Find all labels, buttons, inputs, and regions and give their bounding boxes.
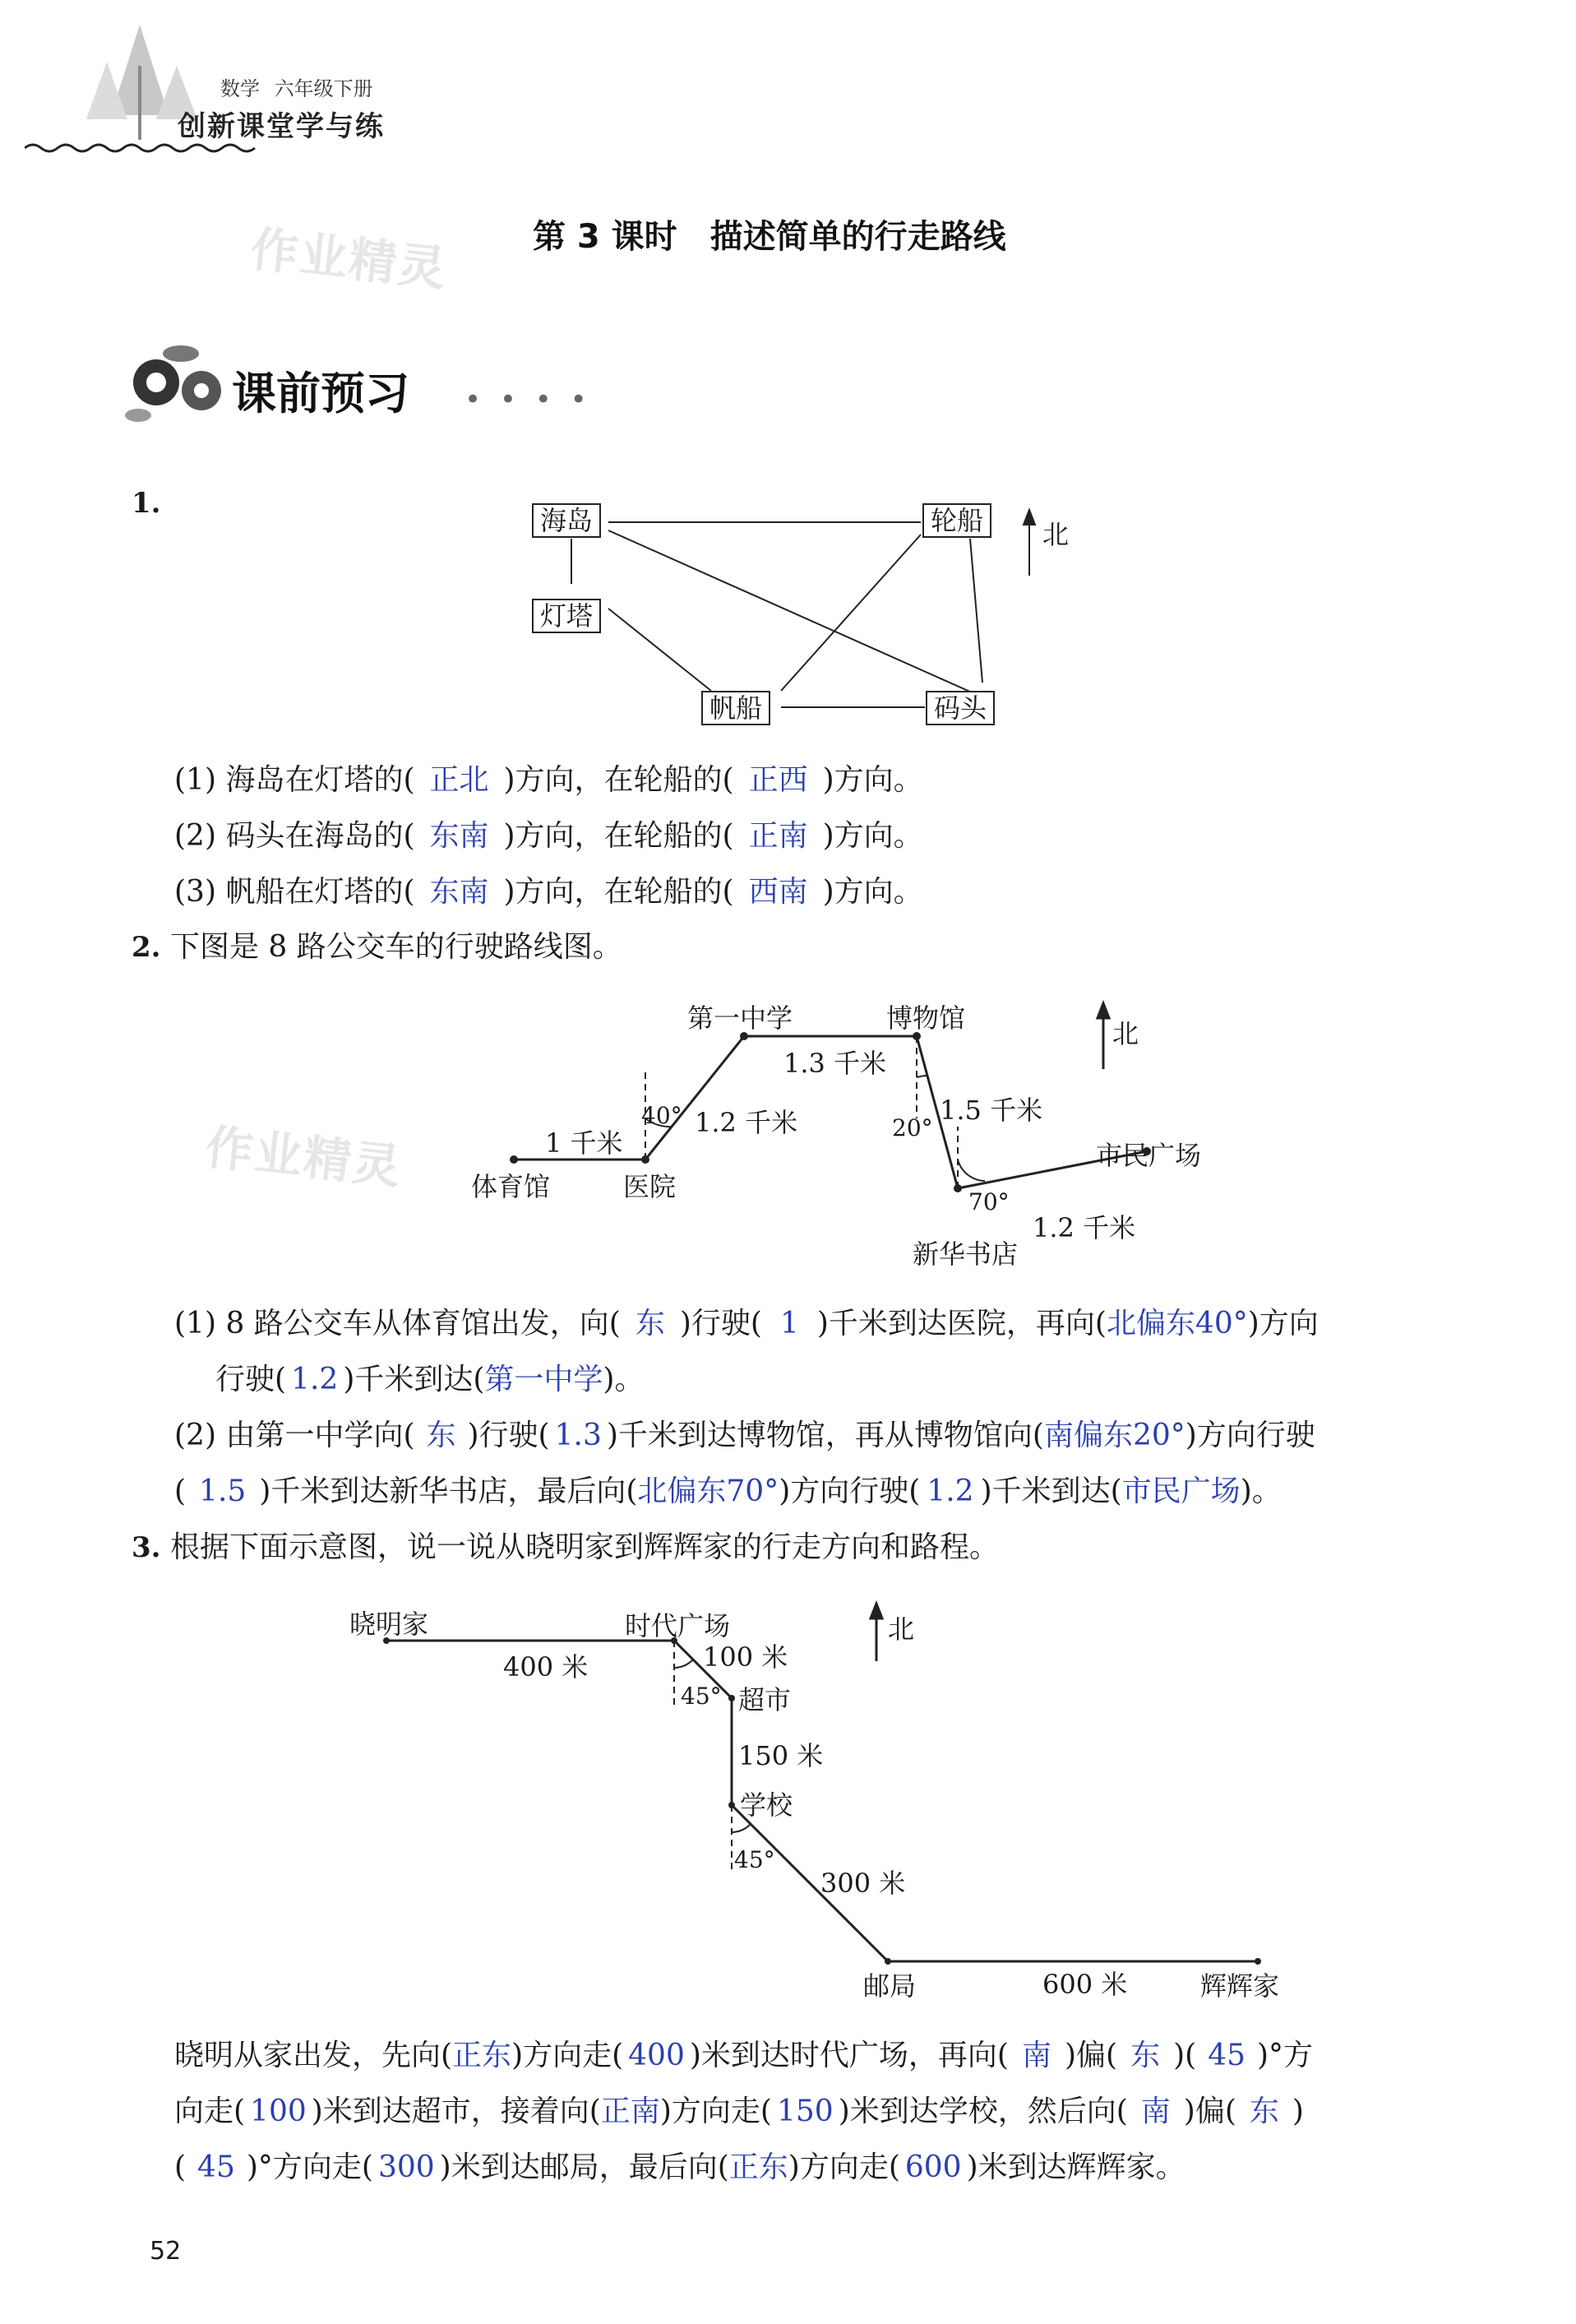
q3-heading: 3. 根据下面示意图，说一说从晓明家到辉辉家的行走方向和路程。 xyxy=(132,1530,999,1564)
watermark: 作业精灵 xyxy=(247,220,451,298)
section-dots: • • • • xyxy=(464,383,592,416)
q3-label-xiaoming: 晓明家 xyxy=(349,1609,429,1640)
q3-dist-1: 400 米 xyxy=(503,1651,589,1683)
q1-label-dock: 码头 xyxy=(926,691,995,725)
q1-label-ship: 轮船 xyxy=(922,503,991,538)
q3-label-market: 超市 xyxy=(738,1684,792,1715)
q3-angle-2: 45° xyxy=(734,1846,775,1873)
q1-label-sailboat: 帆船 xyxy=(701,691,770,725)
q2-label-school: 第一中学 xyxy=(687,1002,793,1034)
q2-dist-4: 1.5 千米 xyxy=(940,1095,1043,1126)
q2-part-1-line-1: (1) 8 路公交车从体育馆出发，向( 东 )行驶( 1 )千米到达医院，再向(北偏东40°)方向 xyxy=(174,1307,1319,1340)
q3-answer-line-2: 向走( 100 )米到达超市，接着向(正南)方向走( 150 )米到达学校，然后向( 南 )偏( 东 ) xyxy=(174,2095,1304,2128)
q2-heading: 2. 下图是 8 路公交车的行驶路线图。 xyxy=(132,930,622,964)
q1-north-label: 北 xyxy=(1042,519,1070,550)
q3-answer-line-1: 晓明从家出发，先向(正东)方向走( 400 )米到达时代广场，再向( 南 )偏( 东 )( 45 )°方 xyxy=(174,2039,1314,2072)
flower-decoration-icon xyxy=(123,333,238,432)
q2-dist-2: 1.2 千米 xyxy=(695,1107,798,1138)
q3-north-label: 北 xyxy=(888,1613,915,1645)
q3-dist-4: 300 米 xyxy=(820,1868,906,1899)
q3-label-plaza: 时代广场 xyxy=(625,1610,731,1641)
q3-dist-3: 150 米 xyxy=(738,1740,824,1771)
page-number: 52 xyxy=(150,2237,182,2266)
q3-angle-1: 45° xyxy=(681,1683,722,1710)
q2-angle-3: 70° xyxy=(968,1188,1010,1215)
q1-label-island: 海岛 xyxy=(532,503,601,538)
q2-part-2-line-1: (2) 由第一中学向( 东 )行驶( 1.3 )千米到达博物馆，再从博物馆向(南偏东20°)方向行驶 xyxy=(174,1419,1315,1452)
lesson-title: 第 3 课时 描述简单的行走路线 xyxy=(533,218,1006,256)
q2-dist-1: 1 千米 xyxy=(545,1127,623,1159)
q2-part-2-line-2: ( 1.5 )千米到达新华书店，最后向(北偏东70°)方向行驶( 1.2 )千米到达(市民广场)。 xyxy=(174,1474,1282,1508)
header-grade: 六年级下册 xyxy=(274,77,373,100)
header-book-title: 创新课堂学与练 xyxy=(178,110,385,143)
q1-label-lighthouse: 灯塔 xyxy=(532,599,601,633)
q2-label-bookstore: 新华书店 xyxy=(913,1238,1019,1270)
q1-number: 1. xyxy=(132,487,161,520)
q2-label-gym: 体育馆 xyxy=(471,1171,551,1202)
q3-dist-2: 100 米 xyxy=(703,1641,788,1673)
q3-answer-line-3: ( 45 )°方向走( 300 )米到达邮局，最后向(正东)方向走( 600 )米到达辉辉家。 xyxy=(174,2150,1185,2184)
q3-dist-5: 600 米 xyxy=(1042,1969,1128,2000)
q2-angle-2: 20° xyxy=(892,1114,933,1141)
q2-angle-1: 40° xyxy=(641,1102,682,1129)
header-subject: 数学 xyxy=(220,77,260,100)
q1-item-2: (2) 码头在海岛的( 东南 )方向，在轮船的( 正南 )方向。 xyxy=(174,819,923,853)
watermark-2: 作业精灵 xyxy=(202,1118,405,1196)
q2-label-square: 市民广场 xyxy=(1096,1140,1202,1171)
q1-item-1: (1) 海岛在灯塔的( 正北 )方向，在轮船的( 正西 )方向。 xyxy=(174,763,923,797)
q2-north-label: 北 xyxy=(1112,1018,1139,1049)
q1-diagram xyxy=(526,493,1102,732)
q2-dist-3: 1.3 千米 xyxy=(783,1048,887,1079)
q1-item-3: (3) 帆船在灯塔的( 东南 )方向，在轮船的( 西南 )方向。 xyxy=(174,875,923,909)
q2-dist-5: 1.2 千米 xyxy=(1033,1212,1136,1243)
q2-label-hospital: 医院 xyxy=(623,1171,677,1202)
section-title: 课前预习 xyxy=(232,368,409,419)
q2-part-1-line-2: 行驶( 1.2 )千米到达(第一中学)。 xyxy=(215,1363,645,1396)
q3-label-huihui: 辉辉家 xyxy=(1200,1970,1280,2002)
q2-label-museum: 博物馆 xyxy=(886,1002,966,1034)
q3-label-school: 学校 xyxy=(740,1789,793,1821)
q3-label-post: 邮局 xyxy=(863,1970,917,2002)
